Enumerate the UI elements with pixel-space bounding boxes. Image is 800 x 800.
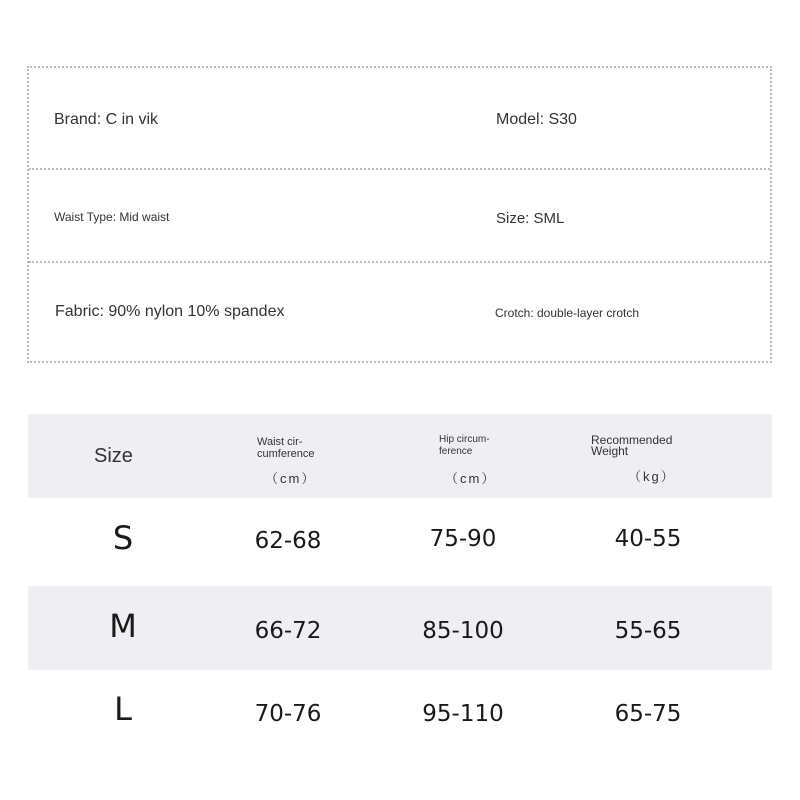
cell-waist: 66-72 — [254, 618, 322, 644]
waist-type-text: Waist Type: Mid waist — [54, 210, 170, 224]
spec-box — [27, 66, 772, 363]
cell-weight: 40-55 — [614, 526, 682, 552]
header-waist-line1: Waist cir- — [257, 436, 303, 448]
cell-hip: 75-90 — [429, 526, 497, 552]
crotch-text: Crotch: double-layer crotch — [495, 306, 640, 320]
spec-row-fabric-crotch — [29, 263, 770, 361]
cell-size: M — [109, 607, 137, 645]
cell-weight: 65-75 — [614, 701, 682, 727]
size-text: Size: SML — [496, 210, 565, 227]
header-waist-line2: cumference — [257, 448, 315, 460]
spec-row-brand-model — [29, 68, 770, 170]
fabric-text: Fabric: 90% nylon 10% spandex — [55, 303, 285, 320]
header-weight-line2: Weight — [591, 444, 629, 458]
header-waist-unit: （cm） — [265, 471, 317, 486]
header-weight-line1: Recommended — [591, 433, 673, 447]
table-header-row — [28, 414, 772, 498]
cell-size: S — [112, 519, 134, 557]
brand-text: Brand: C in vik — [54, 111, 159, 128]
header-size: Size — [94, 445, 133, 467]
model-text: Model: S30 — [496, 111, 577, 128]
header-weight-unit: （kg） — [628, 469, 676, 484]
header-waist — [257, 436, 314, 460]
table-row — [28, 498, 772, 586]
header-hip-line2: ference — [439, 446, 473, 457]
cell-hip: 95-110 — [422, 701, 504, 727]
header-hip-line1: Hip circum- — [439, 434, 490, 445]
header-hip — [439, 434, 490, 458]
table-row — [28, 670, 772, 757]
header-hip-unit: （cm） — [445, 471, 497, 486]
spec-row-waist-size — [29, 170, 770, 263]
cell-waist: 70-76 — [254, 701, 322, 727]
table-row — [28, 586, 772, 670]
cell-size: L — [114, 690, 132, 728]
header-weight — [591, 435, 672, 457]
cell-waist: 62-68 — [254, 528, 322, 554]
size-chart-table — [28, 414, 772, 757]
cell-hip: 85-100 — [422, 618, 504, 644]
cell-weight: 55-65 — [614, 618, 682, 644]
